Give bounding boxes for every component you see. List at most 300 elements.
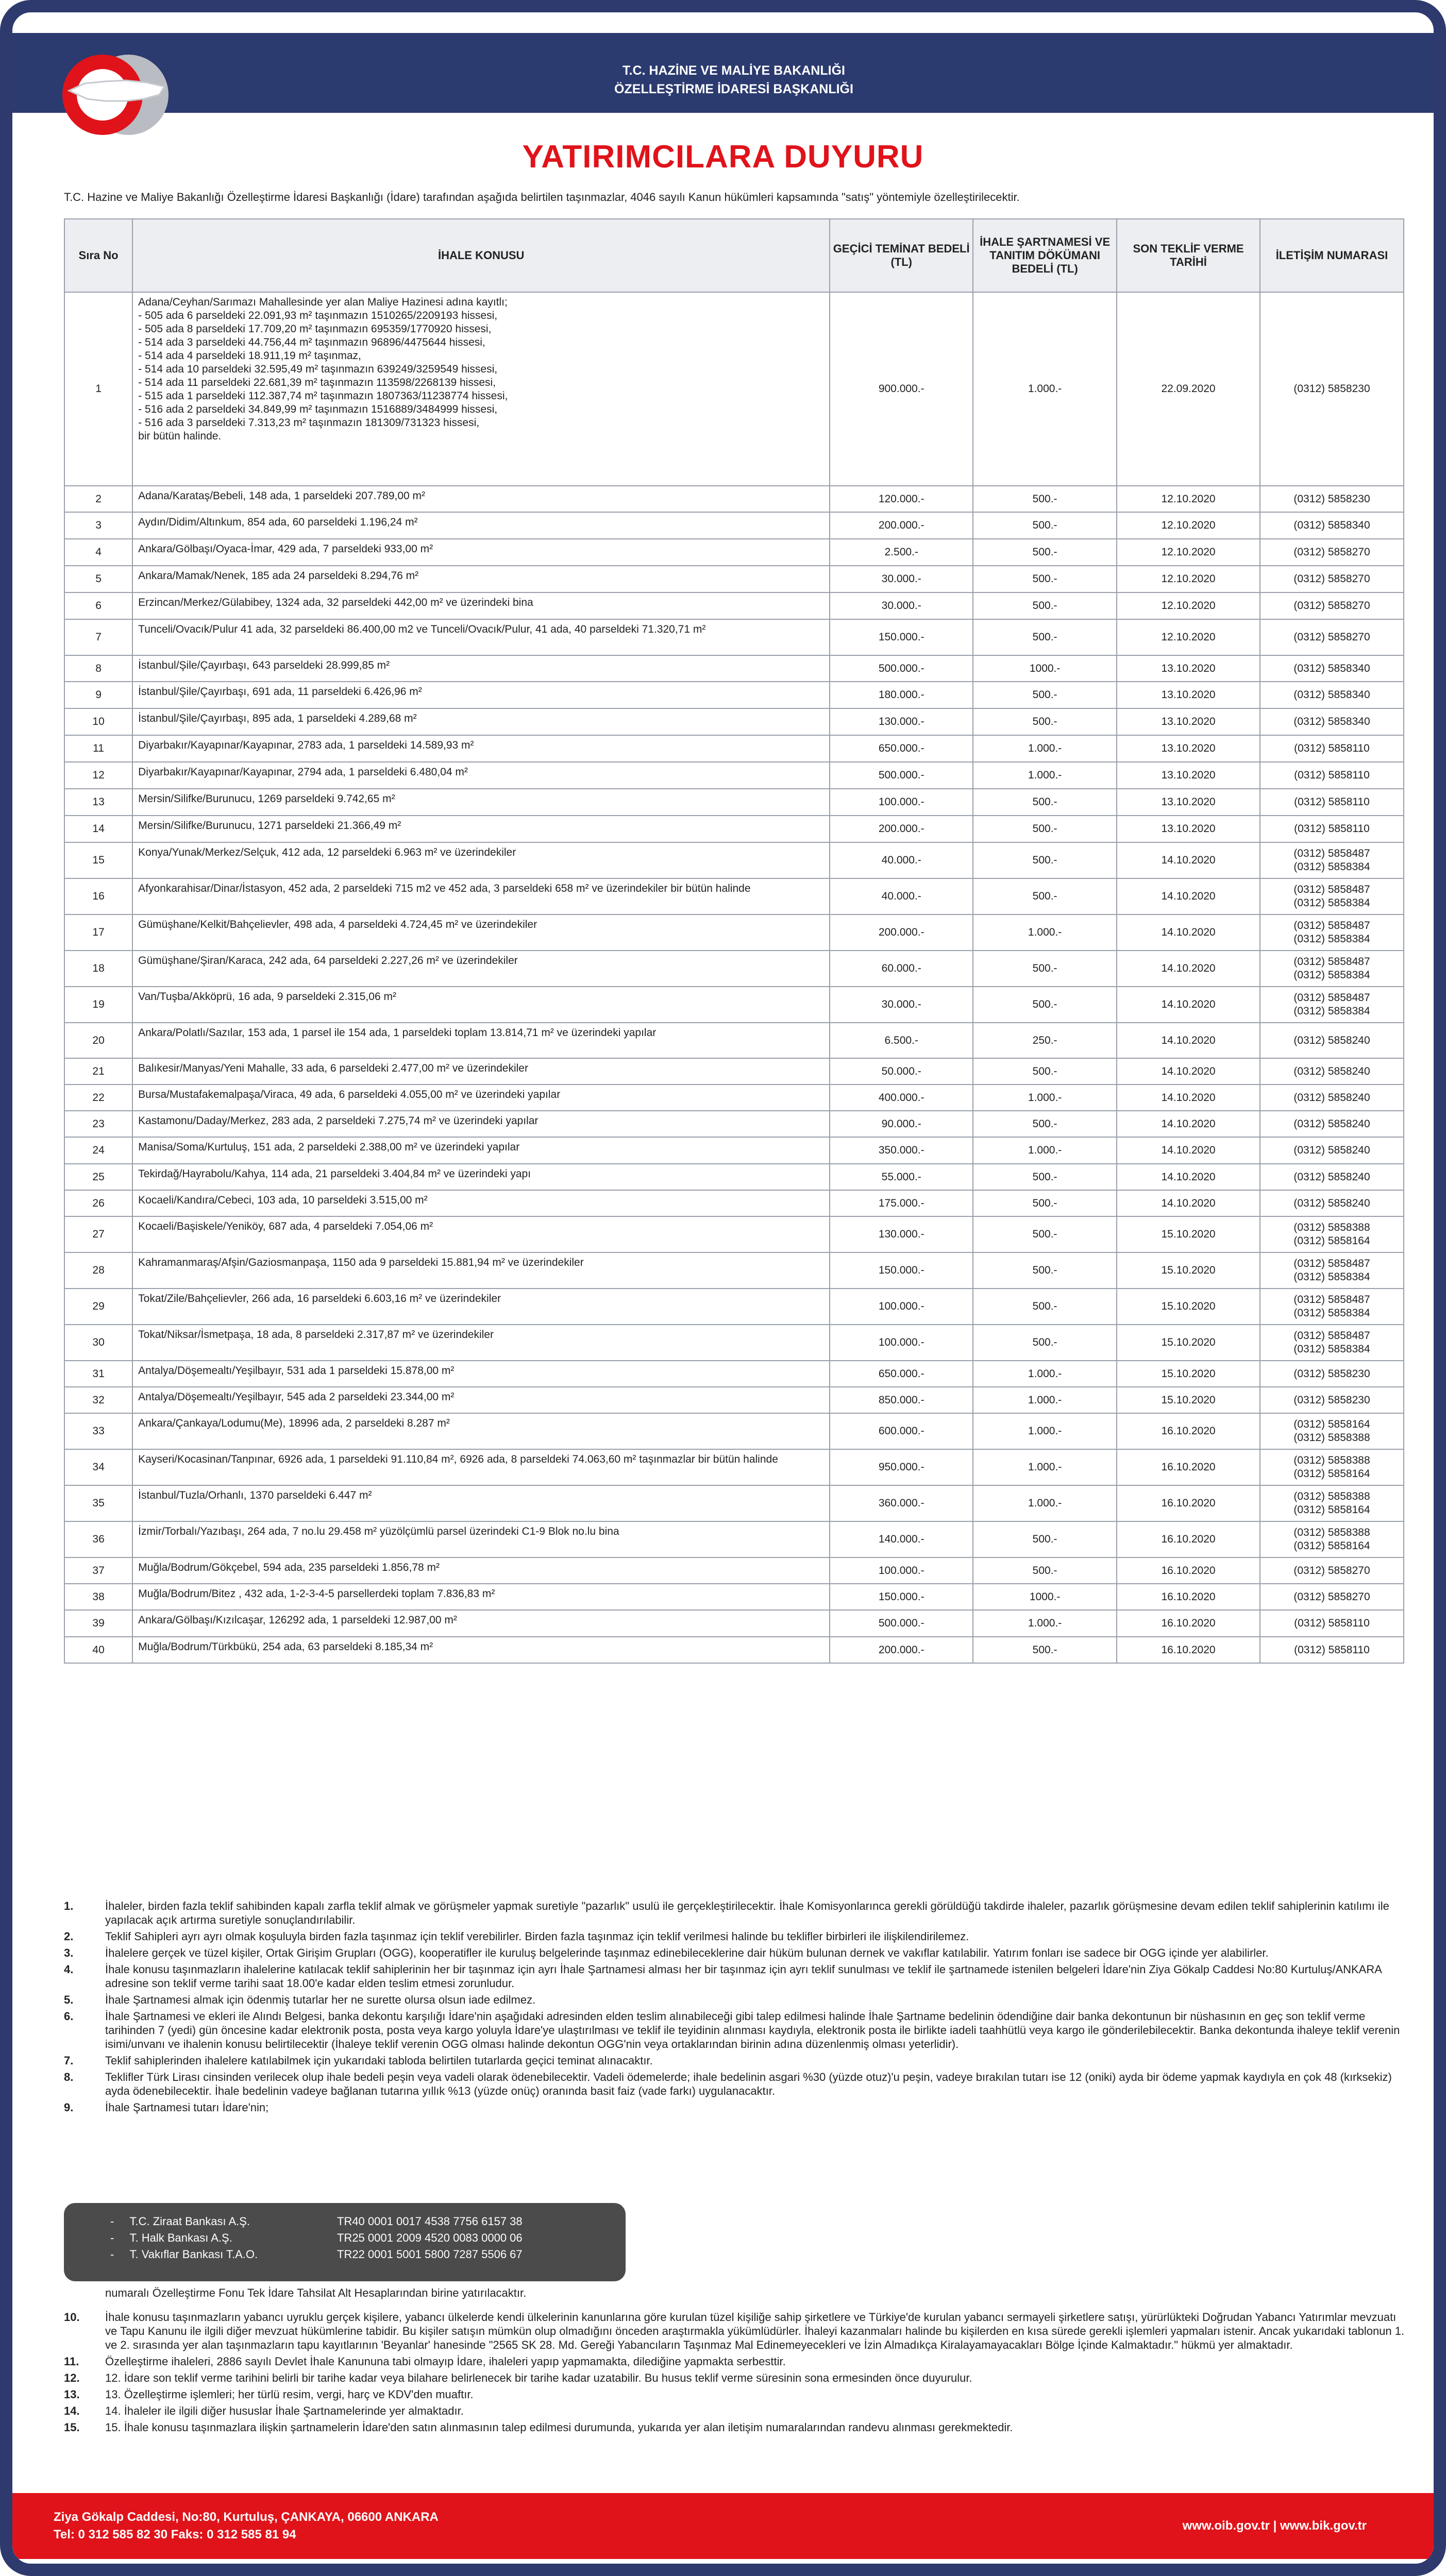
row-phone: (0312) 5858240 [1260,1111,1404,1137]
row-deposit: 30.000.- [830,566,973,592]
bank-name: - T. Halk Bankası A.Ş. [110,2231,232,2244]
row-subject: Diyarbakır/Kayapınar/Kayapınar, 2783 ada, 1 parseldeki 14.589,93 m² [132,735,830,762]
row-no: 4 [64,539,132,566]
row-no: 24 [64,1137,132,1164]
row-doc-fee: 500.- [973,512,1117,539]
note-text: Teklifler Türk Lirası cinsinden verilecek olup ihale bedeli peşin veya vadeli olarak ödenebilecektir. Vadeli ödemelerde; ihale bedelinin asgari %30 (yüzde otuz)'u peşin, vadeye bırakılan tutarı ise 12 (oniki) ayda bir ödeme yapmak kaydıyla en çok 48 (kırksekiz) ayda ödenebilecektir. İhale bedelinin vadeye bağlanan tutarına yıllık %13 (yüzde onüç) oranında basit faiz (vade farkı) uygulanacaktır. [105,2071,1392,2097]
table-row [64,1637,1404,1663]
row-deadline: 13.10.2020 [1117,789,1260,816]
row-phone: (0312) 5858240 [1260,1023,1404,1058]
row-subject: Gümüşhane/Kelkit/Bahçelievler, 498 ada, 4 parseldeki 4.724,45 m² ve üzerindekiler [132,914,830,951]
row-phone: (0312) 5858270 [1260,1557,1404,1584]
row-deposit: 100.000.- [830,789,973,816]
row-doc-fee: 500.- [973,566,1117,592]
row-doc-fee: 1.000.- [973,1485,1117,1521]
row-deadline: 15.10.2020 [1117,1387,1260,1413]
row-deadline: 14.10.2020 [1117,1111,1260,1137]
row-phone: (0312) 5858270 [1260,619,1404,655]
row-no: 21 [64,1058,132,1084]
table-header-row [64,219,1404,292]
row-phone: (0312) 5858110 [1260,1610,1404,1637]
row-doc-fee: 500.- [973,878,1117,914]
row-deposit: 350.000.- [830,1137,973,1164]
row-deposit: 90.000.- [830,1111,973,1137]
note-number: 8. [64,2071,74,2083]
row-subject: Ankara/Polatlı/Sazılar, 153 ada, 1 parsel ile 154 ada, 1 parseldeki toplam 13.814,71 m² ve üzerindeki yapılar [132,1023,830,1058]
row-doc-fee: 500.- [973,592,1117,619]
table-row [64,292,1404,486]
row-no: 31 [64,1361,132,1387]
table-row [64,987,1404,1023]
row-no: 5 [64,566,132,592]
row-phone: (0312) 5858340 [1260,708,1404,735]
note-item [64,1929,1409,1943]
row-no: 19 [64,987,132,1023]
row-deadline: 13.10.2020 [1117,816,1260,842]
row-deposit: 500.000.- [830,655,973,682]
row-no: 27 [64,1216,132,1252]
row-doc-fee: 1.000.- [973,1387,1117,1413]
row-deadline: 14.10.2020 [1117,1058,1260,1084]
row-deposit: 100.000.- [830,1557,973,1584]
row-phone: (0312) 5858110 [1260,1637,1404,1663]
row-phone: (0312) 5858487 (0312) 5858384 [1260,1325,1404,1361]
row-subject: Kocaeli/Kandıra/Cebeci, 103 ada, 10 parseldeki 3.515,00 m² [132,1190,830,1216]
row-deadline: 12.10.2020 [1117,566,1260,592]
row-subject: Tekirdağ/Hayrabolu/Kahya, 114 ada, 21 parseldeki 3.404,84 m² ve üzerindeki yapı [132,1164,830,1190]
note-text: İhale Şartnamesi almak için ödenmiş tutarlar her ne surette olursa olsun iade edilmez. [105,1993,536,2006]
row-doc-fee: 500.- [973,708,1117,735]
row-phone: (0312) 5858240 [1260,1084,1404,1111]
row-subject: Antalya/Döşemealtı/Yeşilbayır, 545 ada 2 parseldeki 23.344,00 m² [132,1387,830,1413]
header-title [553,61,914,98]
row-deadline: 14.10.2020 [1117,1190,1260,1216]
row-subject: İstanbul/Şile/Çayırbaşı, 895 ada, 1 parseldeki 4.289,68 m² [132,708,830,735]
row-no: 26 [64,1190,132,1216]
row-deadline: 22.09.2020 [1117,292,1260,486]
row-deadline: 13.10.2020 [1117,735,1260,762]
note-item [64,1962,1409,1990]
row-subject: Ankara/Çankaya/Lodumu(Me), 18996 ada, 2 parseldeki 8.287 m² [132,1413,830,1449]
table-row [64,1325,1404,1361]
row-doc-fee: 1.000.- [973,1449,1117,1485]
row-doc-fee: 500.- [973,1637,1117,1663]
table-row [64,1289,1404,1325]
row-phone: (0312) 5858230 [1260,486,1404,512]
row-phone: (0312) 5858240 [1260,1190,1404,1216]
row-deposit: 400.000.- [830,1084,973,1111]
row-no: 38 [64,1584,132,1610]
row-subject: Manisa/Soma/Kurtuluş, 151 ada, 2 parseldeki 2.388,00 m² ve üzerindeki yapılar [132,1137,830,1164]
row-subject: Erzincan/Merkez/Gülabibey, 1324 ada, 32 parseldeki 442,00 m² ve üzerindeki bina [132,592,830,619]
row-deposit: 150.000.- [830,619,973,655]
table-row [64,655,1404,682]
row-deadline: 12.10.2020 [1117,619,1260,655]
row-doc-fee: 500.- [973,1164,1117,1190]
row-phone: (0312) 5858487 (0312) 5858384 [1260,914,1404,951]
row-deadline: 14.10.2020 [1117,1164,1260,1190]
row-no: 1 [64,292,132,486]
note-text: Özelleştirme ihaleleri, 2886 sayılı Devlet İhale Kanununa tabi olmayıp İdare, ihaleleri yapıp yapmamakta, dilediğine yapmakta serbesttir. [105,2355,786,2368]
bank-name: - T.C. Ziraat Bankası A.Ş. [110,2215,250,2228]
row-deposit: 140.000.- [830,1521,973,1557]
row-deadline: 16.10.2020 [1117,1485,1260,1521]
row-doc-fee: 500.- [973,1190,1117,1216]
row-subject: İstanbul/Tuzla/Orhanlı, 1370 parseldeki 6.447 m² [132,1485,830,1521]
row-doc-fee: 500.- [973,486,1117,512]
row-deadline: 12.10.2020 [1117,592,1260,619]
row-subject: Adana/Ceyhan/Sarımazı Mahallesinde yer alan Maliye Hazinesi adına kayıtlı; - 505 ada 6 parseldeki 22.091,93 m² taşınmazın 1510265/2209193 hissesi, - 505 ada 8 parseldeki 17.709,20 m² taşınmazın 695359/1770920 hissesi, - 514 ada 3 parseldeki 44.756,44 m² taşınmazın 96896/4475644 hissesi, - 514 ada 4 parseldeki 18.911,19 m² taşınmaz, - 514 ada 10 parseldeki 32.595,49 m² taşınmazın 639249/3259549 hissesi, - 514 ada 11 parseldeki 22.681,39 m² taşınmazın 113598/2268139 hissesi, - 515 ada 1 parseldeki 112.387,74 m² taşınmazın 1807363/11238774 hissesi, - 516 ada 2 parseldeki 34.849,99 m² taşınmazın 1516889/3484999 hissesi, - 516 ada 3 parseldeki 7.313,23 m² taşınmazın 181309/731323 hissesi, bir bütün halinde. [132,292,830,486]
table-row [64,735,1404,762]
row-subject: Mersin/Silifke/Burunucu, 1269 parseldeki 9.742,65 m² [132,789,830,816]
note-item [64,2070,1409,2098]
note-number: 14. [64,2404,80,2417]
header-line1: T.C. HAZİNE VE MALİYE BAKANLIĞI [623,63,845,78]
note-item [64,2354,1409,2368]
row-phone: (0312) 5858388 (0312) 5858164 [1260,1485,1404,1521]
row-deposit: 150.000.- [830,1584,973,1610]
row-no: 32 [64,1387,132,1413]
row-doc-fee: 500.- [973,816,1117,842]
row-doc-fee: 1.000.- [973,292,1117,486]
row-subject: Adana/Karataş/Bebeli, 148 ada, 1 parseldeki 207.789,00 m² [132,486,830,512]
row-subject: Tokat/Niksar/İsmetpaşa, 18 ada, 8 parseldeki 2.317,87 m² ve üzerindekiler [132,1325,830,1361]
row-phone: (0312) 5858240 [1260,1164,1404,1190]
row-deadline: 14.10.2020 [1117,951,1260,987]
row-no: 17 [64,914,132,951]
note-number: 5. [64,1993,74,2006]
row-phone: (0312) 5858340 [1260,655,1404,682]
row-deposit: 175.000.- [830,1190,973,1216]
col-header-phone: İLETİŞİM NUMARASI [1260,219,1404,292]
note-number: 2. [64,1930,74,1943]
table-row [64,1521,1404,1557]
row-subject: Bursa/Mustafakemalpaşa/Viraca, 49 ada, 6 parseldeki 4.055,00 m² ve üzerindeki yapılar [132,1084,830,1111]
row-no: 9 [64,682,132,708]
row-no: 33 [64,1413,132,1449]
row-phone: (0312) 5858230 [1260,1387,1404,1413]
col-header-subject: İHALE KONUSU [132,219,830,292]
row-no: 39 [64,1610,132,1637]
row-deadline: 15.10.2020 [1117,1289,1260,1325]
row-deposit: 850.000.- [830,1387,973,1413]
row-no: 14 [64,816,132,842]
row-doc-fee: 250.- [973,1023,1117,1058]
row-no: 10 [64,708,132,735]
row-deposit: 50.000.- [830,1058,973,1084]
table-row [64,1387,1404,1413]
row-doc-fee: 1000.- [973,1584,1117,1610]
bank-row [110,2246,626,2263]
row-phone: (0312) 5858487 (0312) 5858384 [1260,842,1404,878]
note-item [64,1946,1409,1960]
row-deadline: 14.10.2020 [1117,1084,1260,1111]
page-title: YATIRIMCILARA DUYURU [522,139,924,175]
note-number: 7. [64,2054,74,2067]
bank-note: numaralı Özelleştirme Fonu Tek İdare Tahsilat Alt Hesaplarından birine yatırılacaktır. [105,2286,527,2299]
bank-name: - T. Vakıflar Bankası T.A.O. [110,2248,258,2261]
note-number: 1. [64,1900,74,1912]
note-text: İhale Şartnamesi ve ekleri ile Alındı Belgesi, banka dekontu karşılığı İdare'nin aşağıdaki adresinden elden teslim alınabileceği gibi talep edilmesi halinde İhale Şartname bedelinin ödendiğine dair banka dekontunun bir nüshasının en geç son teklif verme tarihinden 7 (yedi) gün öncesine kadar elektronik posta, posta veya kargo yoluyla İdare'ye ulaştırılması ve teklif ile teyidinin alınması kaydıyla, elektronik posta ile birlikte iadeli taahhütlü veya kargo ile gönderilebilecektir. Banka dekontunda ihaleye teklif verenin isimi/unvanı ve ihalenin konusu belirtilecektir (İhaleye teklif verenin OGG olması halinde dekontun OGG'nin veya ortaklarından birinin adına düzenlenmiş olması yeterlidir). [105,2010,1400,2050]
row-subject: Kastamonu/Daday/Merkez, 283 ada, 2 parseldeki 7.275,74 m² ve üzerindeki yapılar [132,1111,830,1137]
row-no: 37 [64,1557,132,1584]
note-number: 13. [64,2388,80,2401]
row-subject: Aydın/Didim/Altınkum, 854 ada, 60 parseldeki 1.196,24 m² [132,512,830,539]
note-text: 12. İdare son teklif verme tarihini belirli bir tarihe kadar veya bilahare belirlenecek bir tarihe kadar uzatabilir. Bu husus teklif verme süresinin sona ermesinden önce duyurulur. [105,2371,972,2384]
row-no: 11 [64,735,132,762]
note-item [64,2404,1409,2418]
row-no: 12 [64,762,132,789]
row-deposit: 200.000.- [830,816,973,842]
table-row [64,1449,1404,1485]
row-doc-fee: 500.- [973,951,1117,987]
table-row [64,1190,1404,1216]
tender-table [64,218,1404,1664]
row-doc-fee: 500.- [973,619,1117,655]
row-deadline: 13.10.2020 [1117,708,1260,735]
row-deposit: 650.000.- [830,735,973,762]
row-doc-fee: 1.000.- [973,762,1117,789]
notes-list-2 [64,2310,1409,2437]
note-item [64,2054,1409,2067]
row-no: 29 [64,1289,132,1325]
row-no: 23 [64,1111,132,1137]
table-row [64,1413,1404,1449]
table-row [64,539,1404,566]
note-text: İhale Şartnamesi tutarı İdare'nin; [105,2101,269,2114]
row-doc-fee: 500.- [973,539,1117,566]
note-text: Teklif Sahipleri ayrı ayrı olmak koşuluyla birden fazla taşınmaz için teklif verebilirler. Birden fazla taşınmaz için teklif verilmesi halinde bu teklifler birbirleri ile ilişkilendirilemez. [105,1930,969,1943]
row-deadline: 15.10.2020 [1117,1325,1260,1361]
row-doc-fee: 500.- [973,682,1117,708]
row-deadline: 13.10.2020 [1117,682,1260,708]
row-subject: İstanbul/Şile/Çayırbaşı, 643 parseldeki 28.999,85 m² [132,655,830,682]
row-phone: (0312) 5858487 (0312) 5858384 [1260,1289,1404,1325]
row-subject: Kayseri/Kocasinan/Tanpınar, 6926 ada, 1 parseldeki 91.110,84 m², 6926 ada, 8 parseldeki 74.063,60 m² taşınmazlar bir bütün halinde [132,1449,830,1485]
row-phone: (0312) 5858340 [1260,512,1404,539]
row-subject: Muğla/Bodrum/Gökçebel, 594 ada, 235 parseldeki 1.856,78 m² [132,1557,830,1584]
row-deadline: 14.10.2020 [1117,1023,1260,1058]
row-phone: (0312) 5858230 [1260,292,1404,486]
row-subject: Ankara/Mamak/Nenek, 185 ada 24 parseldeki 8.294,76 m² [132,566,830,592]
table-row [64,914,1404,951]
row-deadline: 12.10.2020 [1117,512,1260,539]
row-deposit: 950.000.- [830,1449,973,1485]
row-no: 36 [64,1521,132,1557]
table-row [64,1111,1404,1137]
note-text: İhale konusu taşınmazların yabancı uyruklu gerçek kişilere, yabancı ülkelerde kendi ülkelerinin kanunlarına göre kurulan tüzel kişiliğe sahip şirketlere ve Türkiye'de kurulan yabancı sermayeli şirketlere satışı, yürürlükteki Doğrudan Yabancı Yatırımlar mevzuatı ve Tapu Kanunu ile ilgili diğer mevzuat hükümlerine tabidir. Bu kişiler satışın mümkün olup olmadığını önceden araştırmakla yükümlüdürler. İhaleyi kazanmaları halinde bu kişilerden en kısa sürede gerekli işlemleri yapmaları istenir. Ancak yukarıdaki tablonun 1. ve 2. sırasında yer alan taşınmazların tapu kayıtlarının 'Beyanlar' hanesinde "2565 SK 28. Md. Gereği Yabancıların Taşınmaz Mal Edinemeyecekleri ve İzin Almadıkça Kiralayamayacakları Bölge İçinde Kalmaktadır." hükmü yer almaktadır. [105,2311,1405,2351]
footer-phones: Tel: 0 312 585 82 30 Faks: 0 312 585 81 94 [54,2528,296,2541]
table-row [64,1610,1404,1637]
bank-row [110,2213,626,2230]
note-number: 11. [64,2355,79,2368]
table-row [64,951,1404,987]
row-no: 8 [64,655,132,682]
note-text: İhale konusu taşınmazların ihalelerine katılacak teklif sahiplerinin her bir taşınmaz için ayrı İhale Şartnamesi alması her bir taşınmaz için ayrı teklif sunulması ve teklif ile şartnamede istenilen belgeleri İdare'nin Ziya Gökalp Caddesi No:80 Kurtuluş/ANKARA adresine son teklif verme tarihi saat 18.00'e kadar elden teslim etmesi zorunludur. [105,1963,1382,1990]
row-subject: Tunceli/Ovacık/Pulur 41 ada, 32 parseldeki 86.400,00 m2 ve Tunceli/Ovacık/Pulur, 41 ada, 40 parseldeki 71.320,71 m² [132,619,830,655]
row-deposit: 40.000.- [830,878,973,914]
table-row [64,878,1404,914]
row-subject: Balıkesir/Manyas/Yeni Mahalle, 33 ada, 6 parseldeki 2.477,00 m² ve üzerindekiler [132,1058,830,1084]
note-item [64,1899,1409,1927]
note-item [64,1993,1409,2007]
row-phone: (0312) 5858270 [1260,1584,1404,1610]
row-no: 18 [64,951,132,987]
row-deposit: 2.500.- [830,539,973,566]
table-row [64,762,1404,789]
table-row [64,816,1404,842]
row-phone: (0312) 5858110 [1260,735,1404,762]
row-no: 15 [64,842,132,878]
table-row [64,592,1404,619]
row-doc-fee: 500.- [973,842,1117,878]
row-doc-fee: 500.- [973,1252,1117,1289]
footer-address [54,2509,439,2544]
row-phone: (0312) 5858110 [1260,816,1404,842]
note-item [64,2420,1409,2434]
row-subject: Konya/Yunak/Merkez/Selçuk, 412 ada, 12 parseldeki 6.963 m² ve üzerindekiler [132,842,830,878]
row-no: 30 [64,1325,132,1361]
row-phone: (0312) 5858110 [1260,789,1404,816]
row-phone: (0312) 5858270 [1260,539,1404,566]
row-doc-fee: 1.000.- [973,914,1117,951]
footer-address-line: Ziya Gökalp Caddesi, No:80, Kurtuluş, ÇANKAYA, 06600 ANKARA [54,2510,439,2524]
table-row [64,486,1404,512]
row-deadline: 16.10.2020 [1117,1521,1260,1557]
note-item [64,2371,1409,2385]
intro-text: T.C. Hazine ve Maliye Bakanlığı Özelleştirme İdaresi Başkanlığı (İdare) tarafından aşağıda belirtilen taşınmazlar, 4046 sayılı Kanun hükümleri kapsamında "satış" yöntemiyle özelleştirilecektir. [64,191,1020,204]
row-deposit: 360.000.- [830,1485,973,1521]
footer-websites[interactable]: www.oib.gov.tr | www.bik.gov.tr [1182,2519,1367,2533]
note-text: İhalelere gerçek ve tüzel kişiler, Ortak Girişim Grupları (OGG), kooperatifler ile kuruluş belgelerinde taşınmaz edinebileceklerine dair hüküm bulunan dernek ve vakıflar katılabilir. Yatırım fonları ise sadece bir OGG içinde yer alabilirler. [105,1946,1269,1959]
row-subject: Diyarbakır/Kayapınar/Kayapınar, 2794 ada, 1 parseldeki 6.480,04 m² [132,762,830,789]
table-row [64,682,1404,708]
row-deadline: 15.10.2020 [1117,1216,1260,1252]
row-subject: Afyonkarahisar/Dinar/İstasyon, 452 ada, 2 parseldeki 715 m2 ve 452 ada, 3 parseldeki 658 m² ve üzerindekiler bir bütün halinde [132,878,830,914]
row-subject: Kocaeli/Başiskele/Yeniköy, 687 ada, 4 parseldeki 7.054,06 m² [132,1216,830,1252]
row-deposit: 150.000.- [830,1252,973,1289]
row-deposit: 120.000.- [830,486,973,512]
table-row [64,1164,1404,1190]
row-deadline: 16.10.2020 [1117,1637,1260,1663]
row-subject: Muğla/Bodrum/Bitez , 432 ada, 1-2-3-4-5 parsellerdeki toplam 7.836,83 m² [132,1584,830,1610]
row-subject: Kahramanmaraş/Afşin/Gaziosmanpaşa, 1150 ada 9 parseldeki 15.881,94 m² ve üzerindekiler [132,1252,830,1289]
row-deadline: 16.10.2020 [1117,1413,1260,1449]
row-no: 22 [64,1084,132,1111]
row-deadline: 16.10.2020 [1117,1610,1260,1637]
table-row [64,1557,1404,1584]
note-item [64,2009,1409,2051]
table-row [64,1485,1404,1521]
table-row [64,1137,1404,1164]
table-row [64,1361,1404,1387]
table-row [64,1023,1404,1058]
row-phone: (0312) 5858110 [1260,762,1404,789]
row-deadline: 16.10.2020 [1117,1557,1260,1584]
col-header-no: Sıra No [64,219,132,292]
row-no: 20 [64,1023,132,1058]
bank-row [110,2230,626,2246]
table-row [64,1584,1404,1610]
row-deposit: 130.000.- [830,1216,973,1252]
row-doc-fee: 500.- [973,1111,1117,1137]
row-deposit: 30.000.- [830,987,973,1023]
row-no: 35 [64,1485,132,1521]
col-header-doc: İHALE ŞARTNAMESİ VE TANITIM DÖKÜMANI BEDELİ (TL) [973,219,1117,292]
note-item [64,2310,1409,2352]
row-subject: Ankara/Gölbaşı/Kızılcaşar, 126292 ada, 1 parseldeki 12.987,00 m² [132,1610,830,1637]
note-number: 15. [64,2421,80,2434]
row-no: 2 [64,486,132,512]
row-phone: (0312) 5858270 [1260,566,1404,592]
row-phone: (0312) 5858240 [1260,1058,1404,1084]
row-deposit: 900.000.- [830,292,973,486]
row-deposit: 6.500.- [830,1023,973,1058]
bank-iban: TR40 0001 0017 4538 7756 6157 38 [337,2215,523,2228]
row-subject: Mersin/Silifke/Burunucu, 1271 parseldeki 21.366,49 m² [132,816,830,842]
row-no: 34 [64,1449,132,1485]
row-doc-fee: 1.000.- [973,1413,1117,1449]
note-text: 13. Özelleştirme işlemleri; her türlü resim, vergi, harç ve KDV'den muaftır. [105,2388,474,2401]
row-subject: Muğla/Bodrum/Türkbükü, 254 ada, 63 parseldeki 8.185,34 m² [132,1637,830,1663]
note-number: 3. [64,1946,74,1959]
row-no: 3 [64,512,132,539]
row-deadline: 14.10.2020 [1117,914,1260,951]
row-subject: İzmir/Torbalı/Yazıbaşı, 264 ada, 7 no.lu 29.458 m² yüzölçümlü parsel üzerindeki C1-9 Blok no.lu bina [132,1521,830,1557]
notes-list [64,1899,1409,2117]
table-row [64,842,1404,878]
row-deadline: 15.10.2020 [1117,1252,1260,1289]
row-deposit: 200.000.- [830,512,973,539]
row-deposit: 60.000.- [830,951,973,987]
row-subject: Van/Tuşba/Akköprü, 16 ada, 9 parseldeki 2.315,06 m² [132,987,830,1023]
row-no: 13 [64,789,132,816]
row-subject: Tokat/Zile/Bahçelievler, 266 ada, 16 parseldeki 6.603,16 m² ve üzerindekiler [132,1289,830,1325]
row-phone: (0312) 5858230 [1260,1361,1404,1387]
note-number: 9. [64,2101,74,2114]
row-phone: (0312) 5858240 [1260,1137,1404,1164]
row-deadline: 14.10.2020 [1117,1137,1260,1164]
row-doc-fee: 500.- [973,1557,1117,1584]
bank-iban: TR22 0001 5001 5800 7287 5506 67 [337,2248,523,2261]
row-deposit: 30.000.- [830,592,973,619]
note-item [64,2387,1409,2401]
note-text: Teklif sahiplerinden ihalelere katılabilmek için yukarıdaki tabloda belirtilen tutarlarda geçici teminat alınacaktır. [105,2054,653,2067]
row-phone: (0312) 5858388 (0312) 5858164 [1260,1521,1404,1557]
table-row [64,789,1404,816]
row-deposit: 500.000.- [830,1610,973,1637]
row-subject: Gümüşhane/Şiran/Karaca, 242 ada, 64 parseldeki 2.227,26 m² ve üzerindekiler [132,951,830,987]
table-row [64,1252,1404,1289]
col-header-deposit: GEÇİCİ TEMİNAT BEDELİ (TL) [830,219,973,292]
row-phone: (0312) 5858388 (0312) 5858164 [1260,1449,1404,1485]
row-deposit: 100.000.- [830,1289,973,1325]
row-deadline: 12.10.2020 [1117,539,1260,566]
row-deadline: 15.10.2020 [1117,1361,1260,1387]
row-subject: İstanbul/Şile/Çayırbaşı, 691 ada, 11 parseldeki 6.426,96 m² [132,682,830,708]
footer-bar [12,2493,1434,2559]
col-header-date: SON TEKLİF VERME TARİHİ [1117,219,1260,292]
row-deposit: 600.000.- [830,1413,973,1449]
table-row [64,512,1404,539]
table-row [64,708,1404,735]
row-deadline: 14.10.2020 [1117,987,1260,1023]
row-doc-fee: 1000.- [973,655,1117,682]
row-deadline: 16.10.2020 [1117,1449,1260,1485]
row-doc-fee: 1.000.- [973,1084,1117,1111]
row-doc-fee: 500.- [973,789,1117,816]
row-deadline: 13.10.2020 [1117,655,1260,682]
